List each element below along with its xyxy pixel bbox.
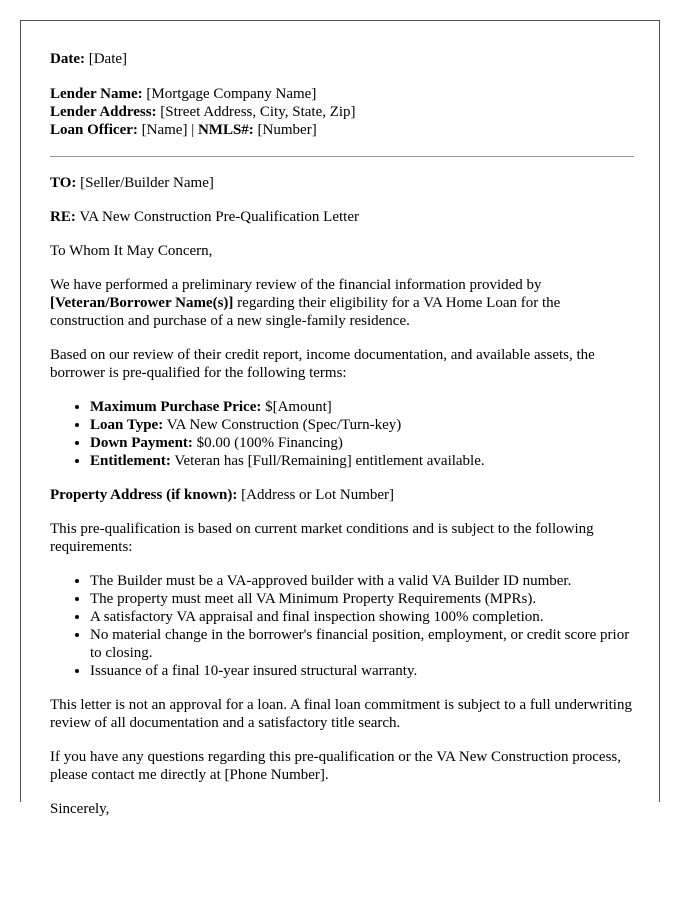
term-label: Entitlement:	[90, 453, 171, 469]
condition-item: • No material change in the borrower's financial position, employment, or credit score prior to closing.	[90, 626, 634, 662]
term-value: Veteran has [Full/Remaining] entitlement available.	[174, 453, 485, 469]
term-item	[90, 452, 634, 470]
salutation: To Whom It May Concern,	[50, 243, 213, 259]
term-value: $[Amount]	[265, 399, 332, 415]
re-line	[50, 208, 634, 226]
term-value: VA New Construction (Spec/Turn-key)	[166, 417, 402, 433]
lender-address-line	[50, 103, 634, 121]
conditions-list	[50, 572, 634, 680]
loan-officer-value: [Name] |	[141, 122, 195, 138]
lender-name-line	[50, 85, 634, 103]
lender-name-value: [Mortgage Company Name]	[146, 86, 317, 102]
re-label: RE:	[50, 209, 76, 225]
letter-page	[20, 20, 660, 817]
date-line	[50, 50, 634, 68]
to-line	[50, 174, 634, 192]
term-label: Maximum Purchase Price:	[90, 399, 262, 415]
nmls-label: NMLS#:	[197, 122, 254, 138]
header-divider	[50, 156, 634, 157]
term-item	[90, 434, 634, 452]
letter-content	[50, 50, 634, 834]
term-item	[90, 416, 634, 434]
property-address-value: [Address or Lot Number]	[241, 487, 395, 503]
term-value: $0.00 (100% Financing)	[196, 435, 343, 451]
intro-text-after: regarding their eligibility for a VA Home Loan for the construction and purchase of a new single-family residence.	[50, 295, 561, 329]
term-item	[90, 398, 634, 416]
loan-officer-label: Loan Officer:	[50, 122, 138, 138]
disclaimer-paragraph: This letter is not an approval for a loan. A final loan commitment is subject to a full underwriting review of all documentation and a satisfactory title search.	[50, 697, 632, 731]
to-value: [Seller/Builder Name]	[80, 175, 214, 191]
intro-paragraph	[50, 276, 634, 330]
date-label: Date:	[50, 51, 85, 67]
lender-address-value: [Street Address, City, State, Zip]	[160, 104, 356, 120]
contact-paragraph: If you have any questions regarding this pre-qualification or the VA New Construction process, please contact me directly at [Phone Number].	[50, 749, 621, 783]
loan-officer-line	[50, 121, 634, 139]
condition-item: • The Builder must be a VA-approved builder with a valid VA Builder ID number.	[90, 572, 634, 590]
condition-item: • A satisfactory VA appraisal and final inspection showing 100% completion.	[90, 608, 634, 626]
property-address-label: Property Address (if known):	[50, 487, 238, 503]
property-address-line	[50, 486, 634, 504]
term-label: Loan Type:	[90, 417, 164, 433]
nmls-value: [Number]	[257, 122, 317, 138]
lender-address-label: Lender Address:	[50, 104, 157, 120]
re-value: VA New Construction Pre-Qualification Letter	[79, 209, 359, 225]
date-value: [Date]	[88, 51, 128, 67]
intro-text-before: We have performed a preliminary review of the financial information provided by	[50, 277, 542, 293]
lender-block	[50, 85, 634, 139]
terms-list	[50, 398, 634, 470]
condition-item: • Issuance of a final 10-year insured structural warranty.	[90, 662, 634, 680]
conditions-intro: This pre-qualification is based on current market conditions and is subject to the following requirements:	[50, 521, 594, 555]
to-label: TO:	[50, 175, 77, 191]
review-paragraph: Based on our review of their credit report, income documentation, and available assets, the borrower is pre-qualified for the following terms:	[50, 347, 595, 381]
borrower-name: [Veteran/Borrower Name(s)]	[50, 295, 234, 311]
condition-item: • The property must meet all VA Minimum Property Requirements (MPRs).	[90, 590, 634, 608]
lender-name-label: Lender Name:	[50, 86, 143, 102]
term-label: Down Payment:	[90, 435, 193, 451]
closing: Sincerely,	[50, 801, 110, 817]
